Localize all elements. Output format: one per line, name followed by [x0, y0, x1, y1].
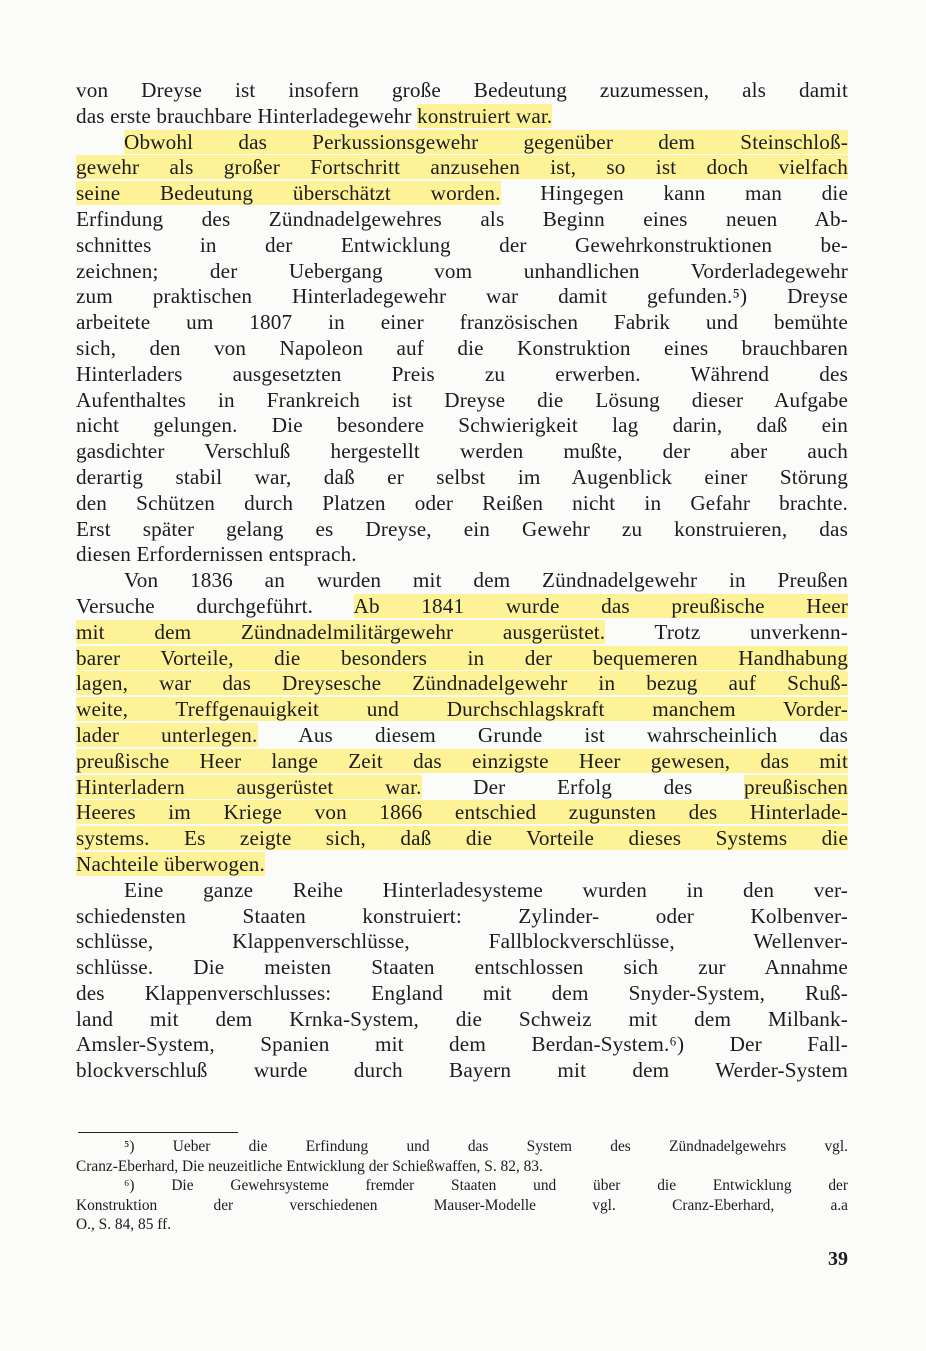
highlighted-text: mit dem Zündnadelmilitärgewehr ausgerüstet.: [76, 619, 606, 644]
text-segment: schlüsse. Die meisten Staaten entschlossen sich zur Annahme: [76, 955, 848, 980]
text-line: [76, 594, 848, 620]
text-line: [76, 1032, 848, 1058]
text-line: [76, 1007, 848, 1033]
text-line: [76, 207, 848, 233]
highlighted-text: seine Bedeutung überschätzt worden.: [76, 181, 501, 206]
text-segment: diesen Erfordernissen entsprach.: [76, 542, 357, 567]
text-segment: zum praktischen Hinterladegewehr war damit gefunden.⁵) Dreyse: [76, 284, 848, 309]
text-line: [76, 284, 848, 310]
text-segment: Der Erfolg des: [421, 774, 744, 799]
highlighted-text: weite, Treffgenauigkeit und Durchschlagskraft manchem Vorder-: [76, 697, 848, 722]
page-number: 39: [828, 1248, 848, 1270]
text-line: [76, 259, 848, 285]
text-segment: blockverschluß wurde durch Bayern mit dem Werder-System: [76, 1058, 848, 1083]
text-segment: Trotz unverkenn-: [605, 619, 848, 644]
highlighted-text: barer Vorteile, die besonders in der bequemeren Handhabung: [76, 645, 848, 670]
text-segment: sich, den von Napoleon auf die Konstruktion eines brauchbaren: [76, 335, 848, 360]
text-line: [76, 646, 848, 672]
highlighted-text: preußische Heer lange Zeit das einzigste Heer gewesen, das mit: [76, 748, 848, 773]
text-segment: das erste brauchbare Hinterladegewehr: [76, 103, 417, 128]
highlighted-text: gewehr als großer Fortschritt anzusehen ist, so ist doch vielfach: [76, 155, 848, 180]
text-line: [76, 929, 848, 955]
text-segment: von Dreyse ist insofern große Bedeutung zuzumessen, als damit: [76, 78, 848, 102]
text-line: [76, 233, 848, 259]
text-line: [76, 775, 848, 801]
footnotes: [76, 1137, 848, 1235]
text-line: [76, 852, 848, 878]
highlighted-text: lader unterlegen.: [76, 722, 258, 747]
text-line: [76, 620, 848, 646]
text-line: [76, 542, 848, 568]
text-line: [76, 904, 848, 930]
text-line: [76, 671, 848, 697]
text-segment: Erfindung des Zündnadelgewehres als Beginn eines neuen Ab-: [76, 206, 848, 231]
text-segment: Hinterladers ausgesetzten Preis zu erwerben. Während des: [76, 361, 848, 386]
text-line: [76, 826, 848, 852]
highlighted-text: Ab 1841 wurde das preußische Heer: [353, 593, 848, 618]
text-line: [76, 130, 848, 156]
highlighted-text: systems. Es zeigte sich, daß die Vorteile dieses Systems die: [76, 826, 848, 851]
text-line: [76, 491, 848, 517]
text-segment: zeichnen; der Uebergang vom unhandlichen Vorderladegewehr: [76, 258, 848, 283]
text-line: [76, 723, 848, 749]
text-segment: Amsler-System, Spanien mit dem Berdan-System.⁶) Der Fall-: [76, 1032, 848, 1057]
text-line: [76, 413, 848, 439]
text-segment: schlüsse, Klappenverschlüsse, Fallblockverschlüsse, Wellenver-: [76, 929, 848, 954]
text-segment: Aufenthaltes in Frankreich ist Dreyse die Lösung dieser Aufgabe: [76, 387, 848, 412]
text-segment: derartig stabil war, daß er selbst im Augenblick einer Störung: [76, 464, 848, 489]
footnote-line: ⁶) Die Gewehrsysteme fremder Staaten und über die Entwicklung der: [124, 1177, 848, 1195]
footnote-rule: [78, 1132, 238, 1133]
text-segment: Hingegen kann man die: [500, 181, 849, 206]
text-segment: Aus diesem Grunde ist wahrscheinlich das: [257, 722, 848, 747]
highlighted-text: preußischen: [743, 774, 848, 799]
text-line: [76, 439, 848, 465]
text-line: [76, 336, 848, 362]
text-segment: gasdichter Verschluß hergestellt werden mußte, der aber auch: [76, 439, 848, 464]
highlighted-text: Nachteile überwogen.: [76, 851, 265, 876]
highlighted-text: konstruiert war.: [417, 103, 553, 128]
footnote-line: Konstruktion der verschiedenen Mauser-Modelle vgl. Cranz-Eberhard, a.a: [76, 1196, 848, 1214]
text-segment: des Klappenverschlusses: England mit dem Snyder-System, Ruß-: [76, 980, 848, 1005]
text-segment: schiedensten Staaten konstruiert: Zylinder- oder Kolbenver-: [76, 903, 848, 928]
text-segment: arbeitete um 1807 in einer französischen Fabrik und bemühte: [76, 310, 848, 335]
text-line: [76, 181, 848, 207]
highlighted-text: Hinterladern ausgerüstet war.: [76, 774, 422, 799]
footnote-line: ⁵) Ueber die Erfindung und das System des Zündnadelgewehrs vgl.: [124, 1138, 848, 1155]
text-segment: Versuche durchgeführt.: [76, 593, 354, 618]
text-segment: den Schützen durch Platzen oder Reißen nicht in Gefahr brachte.: [76, 490, 848, 515]
text-line: [76, 78, 848, 104]
text-segment: Von 1836 an wurden mit dem Zündnadelgewehr in Preußen: [124, 568, 848, 593]
text-line: [76, 388, 848, 414]
text-line: [76, 517, 848, 543]
text-line: [76, 104, 848, 130]
highlighted-text: Obwohl das Perkussionsgewehr gegenüber dem Steinschloß-: [124, 129, 848, 154]
text-segment: nicht gelungen. Die besondere Schwierigkeit lag darin, daß ein: [76, 413, 848, 438]
body-text: [76, 78, 848, 1084]
text-segment: schnittes in der Entwicklung der Gewehrkonstruktionen be-: [76, 232, 848, 257]
text-segment: land mit dem Krnka-System, die Schweiz mit dem Milbank-: [76, 1006, 848, 1031]
text-line: [76, 1058, 848, 1084]
text-line: [76, 697, 848, 723]
text-line: [76, 465, 848, 491]
text-line: [76, 955, 848, 981]
highlighted-text: lagen, war das Dreysesche Zündnadelgewehr in bezug auf Schuß-: [76, 671, 848, 696]
text-line: [76, 568, 848, 594]
text-line: [76, 155, 848, 181]
footnote-line: O., S. 84, 85 ff.: [76, 1216, 172, 1234]
text-segment: Erst später gelang es Dreyse, ein Gewehr zu konstruieren, das: [76, 516, 848, 541]
highlighted-text: Heeres im Kriege von 1866 entschied zugunsten des Hinterlade-: [76, 800, 848, 825]
text-line: [76, 800, 848, 826]
text-line: [76, 878, 848, 904]
text-segment: Eine ganze Reihe Hinterladesysteme wurden in den ver-: [124, 877, 848, 902]
footnote-line: Cranz-Eberhard, Die neuzeitliche Entwicklung der Schießwaffen, S. 82, 83.: [76, 1157, 543, 1175]
text-line: [76, 362, 848, 388]
text-line: [76, 310, 848, 336]
text-line: [76, 981, 848, 1007]
text-line: [76, 749, 848, 775]
